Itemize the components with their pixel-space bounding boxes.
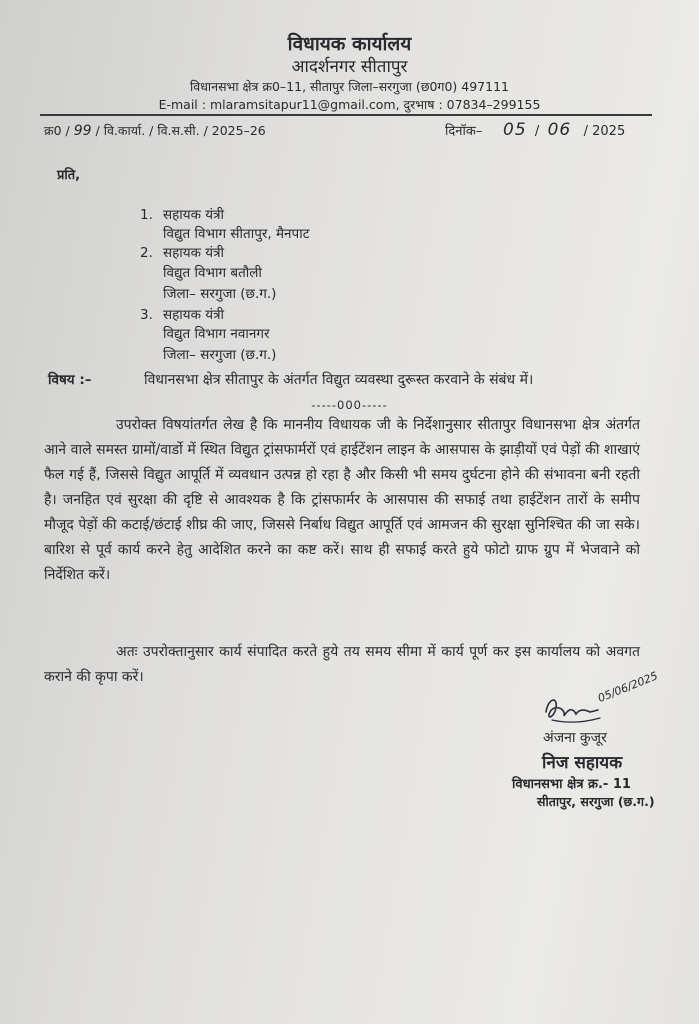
recipient-2-line-2: विद्युत विभाग बतौली — [163, 265, 262, 281]
recipient-1-line-2: विद्युत विभाग सीतापुर, मैनपाट — [163, 226, 310, 242]
reference-suffix: / वि.कार्या. / वि.स.सी. / 2025–26 — [95, 123, 266, 138]
section-divider: -----000----- — [311, 398, 388, 412]
date-label: दिनॉक– — [445, 124, 483, 139]
date-year: / 2025 — [583, 124, 626, 139]
office-title: विधायक कार्यालय — [287, 33, 412, 55]
recipient-2-line-1: 2. सहायक यंत्री — [140, 245, 225, 261]
letter-date: दिनॉक– 05 / 06 / 2025 — [445, 120, 626, 140]
body-paragraph-1: उपरोक्त विषयांतर्गत लेख है कि माननीय विधायक जी के निर्देशानुसार सीतापुर विधानसभा क्षेत्र अंतर्गत आने वाले समस्त ग्रामों/वार्डो में स्थित विद्युत ट्रांसफार्मरों एवं हाईटेंशन लाइन के आसपास के झाड़ीयों एवं पेड़ों की शाखाएं फैल गई हैं, जिससे विद्युत आपूर्ति में व्यवधान उत्पन्न हो रहा है और किसी भी समय दुर्घटना होने की संभावना बनी रहती है। जनहित एवं सुरक्षा की दृष्टि से आवश्यक है कि ट्रांसफार्मर के आसपास की सफाई तथा हाईटेंशन तारों के समीप मौजूद पेड़ों की कटाई/छंटाई शीघ्र की जाए, जिससे निर्बाध विद्युत आपूर्ति एवं आमजन की सुरक्षा सुनिश्चित की जा सके। बारिश से पूर्व कार्य करने हेतु आदेशित करने का कष्ट करें। साथ ही सफाई करते हुये फोटो ग्राफ ग्रुप में भेजवाने को निर्देशित करें। — [44, 417, 640, 583]
signature-date: 05/06/2025 — [596, 669, 660, 706]
recipient-3-line-1: 3. सहायक यंत्री — [140, 307, 225, 323]
subject-label: विषय :– — [48, 372, 92, 388]
reference-number — [44, 122, 266, 139]
office-address: विधानसभा क्षेत्र क्र0–11, सीतापुर जिला–सरगुजा (छ0ग0) 497111 — [190, 79, 509, 94]
recipient-3-line-3: जिला– सरगुजा (छ.ग.) — [163, 347, 277, 363]
recipient-2-line-3: जिला– सरगुजा (छ.ग.) — [163, 286, 277, 302]
office-location: आदर्शनगर सीतापुर — [291, 57, 408, 77]
recipient-3-line-2: विद्युत विभाग नवानगर — [163, 326, 270, 342]
prati-label: प्रति, — [57, 168, 81, 183]
signatory-name: अंजना कुजूर — [543, 730, 607, 746]
reference-handwritten-number: 99 — [73, 123, 92, 139]
office-contact: E-mail : mlaramsitapur11@gmail.com, दुरभाष : 07834–299155 — [158, 97, 541, 112]
date-month: 06 — [547, 120, 572, 140]
reference-prefix: क्र0 / — [44, 123, 70, 138]
recipient-1-line-1: 1. सहायक यंत्री — [140, 207, 225, 223]
date-day: 05 — [503, 120, 527, 140]
signatory-constituency: विधानसभा क्षेत्र क्र.- 11 — [512, 777, 631, 792]
signatory-designation: निज सहायक — [542, 753, 623, 773]
signatory-place: सीतापुर, सरगुजा (छ.ग.) — [537, 794, 655, 809]
body-paragraph-2: अतः उपरोक्तानुसार कार्य संपादित करते हुये तय समय सीमा में कार्य पूर्ण कर इस कार्यालय को अवगत कराने की कृपा करें। — [44, 644, 640, 685]
subject-text: विधानसभा क्षेत्र सीतापुर के अंतर्गत विद्युत व्यवस्था दुरूस्त करवाने के संबंध में। — [144, 372, 534, 388]
header-rule — [40, 114, 652, 116]
